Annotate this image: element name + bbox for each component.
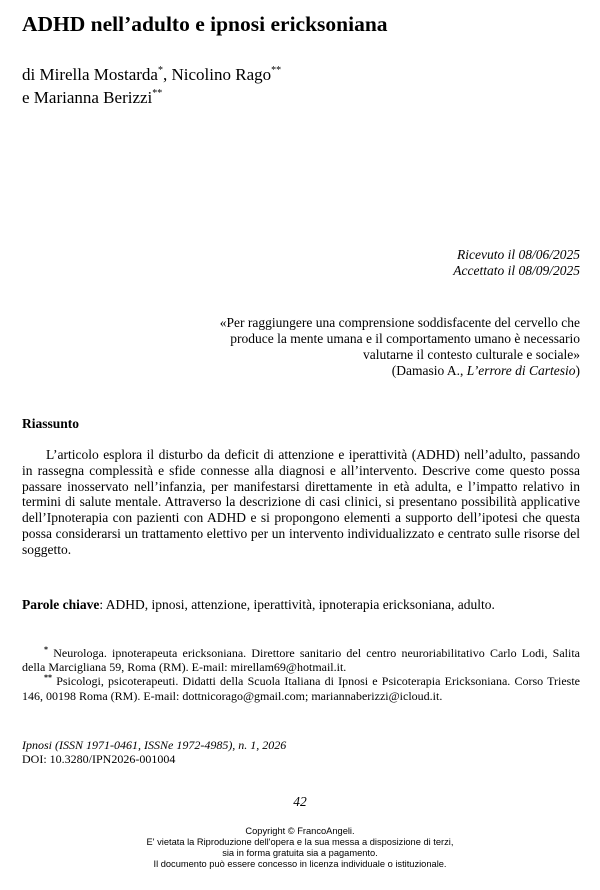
footnote-marker: ** — [152, 88, 163, 99]
journal-citation: Ipnosi (ISSN 1971-0461, ISSNe 1972-4985), n. 1, 2026 — [22, 738, 287, 752]
page-number: 42 — [293, 794, 307, 809]
author-line-2 — [22, 86, 281, 109]
author-line-1 — [22, 63, 281, 86]
author-name: Nicolino Rago — [171, 65, 272, 84]
copyright-line: E' vietata la Riproduzione dell'opera e la sua messa a disposizione di terzi, — [146, 837, 454, 848]
author-name: Mirella Mostarda — [39, 65, 158, 84]
abstract-text: L’articolo esplora il disturbo da deficit di attenzione e iperattività (ADHD) nell’adulto, passando in rassegna complessità e sfide connesse alla diagnosi e all’intervento. Descrive come questo possa passare inosservato nell’infanzia, per manifestarsi direttamente in età adulta, e l’impatto relativo in termini di salute mentale. Attraverso la descrizione di casi clinici, si presentano possibilità applicative dell’Ipnoterapia con pazienti con ADHD e si propongono elementi a supporto dell’ipotesi che questa possa considerarsi un trattamento elettivo per un intervento individualizzato e centrato sulle risorse del soggetto. — [22, 447, 580, 557]
footnote-marker: ** — [271, 65, 282, 76]
footnote-marker: * — [44, 645, 48, 654]
keywords-text: : ADHD, ipnosi, attenzione, iperattività, ipnoterapia ericksoniana, adulto. — [99, 597, 495, 612]
journal-info — [22, 738, 286, 766]
author-list — [22, 63, 281, 109]
epigraph-source — [180, 363, 580, 379]
copyright-line: Il documento può essere concesso in licenza individuale o istituzionale. — [153, 859, 447, 870]
doi: DOI: 10.3280/IPN2026-001004 — [22, 752, 176, 766]
epigraph-quote: «Per raggiungere una comprensione soddisfacente del cervello che produce la mente umana e il comportamento umano è necessario valutarne il contesto culturale e sociale» — [219, 315, 580, 362]
epigraph — [180, 315, 580, 379]
footnotes — [22, 646, 580, 703]
copyright-notice — [0, 826, 600, 870]
footnote — [22, 646, 580, 674]
footnote — [22, 674, 580, 702]
footnote-marker: * — [157, 65, 163, 76]
keywords-label: Parole chiave — [22, 597, 100, 612]
author-name: Marianna Berizzi — [33, 88, 153, 107]
footnote-marker: ** — [44, 673, 52, 683]
received-date: Ricevuto il 08/06/2025 — [457, 247, 580, 262]
copyright-line: Copyright © FrancoAngeli. — [245, 826, 355, 836]
accepted-date: Accettato il 08/09/2025 — [453, 263, 580, 278]
abstract-heading: Riassunto — [22, 416, 80, 431]
author-separator: , — [162, 65, 172, 84]
footnote-text: Psicologi, psicoterapeuti. Didatti della Scuola Italiana di Ipnosi e Psicoterapia Ericksoniana. Corso Trieste 146, 00198 Roma (RM). E-mail: dottnicorago@gmail.com; mariannaberizzi@icloud.it. — [22, 674, 580, 703]
article-title: ADHD nell’adulto e ipnosi ericksoniana — [22, 12, 388, 36]
epigraph-book-title: L’errore di Cartesio — [466, 363, 576, 378]
epigraph-source-close: ) — [575, 363, 580, 378]
author-prefix: di — [22, 65, 40, 84]
epigraph-source-open: (Damasio A., — [391, 363, 467, 378]
keywords — [22, 597, 580, 613]
copyright-line: sia in forma gratuita sia a pagamento. — [222, 848, 378, 859]
author-conjunction: e — [22, 88, 34, 107]
footnote-text: Neurologa. ipnoterapeuta ericksoniana. Direttore sanitario del centro neuroriabilitativo Carlo Lodi, Salita della Marcigliana 59, Roma (RM). E-mail: mirellam69@hotmail.it. — [22, 646, 580, 675]
submission-dates — [453, 247, 580, 279]
